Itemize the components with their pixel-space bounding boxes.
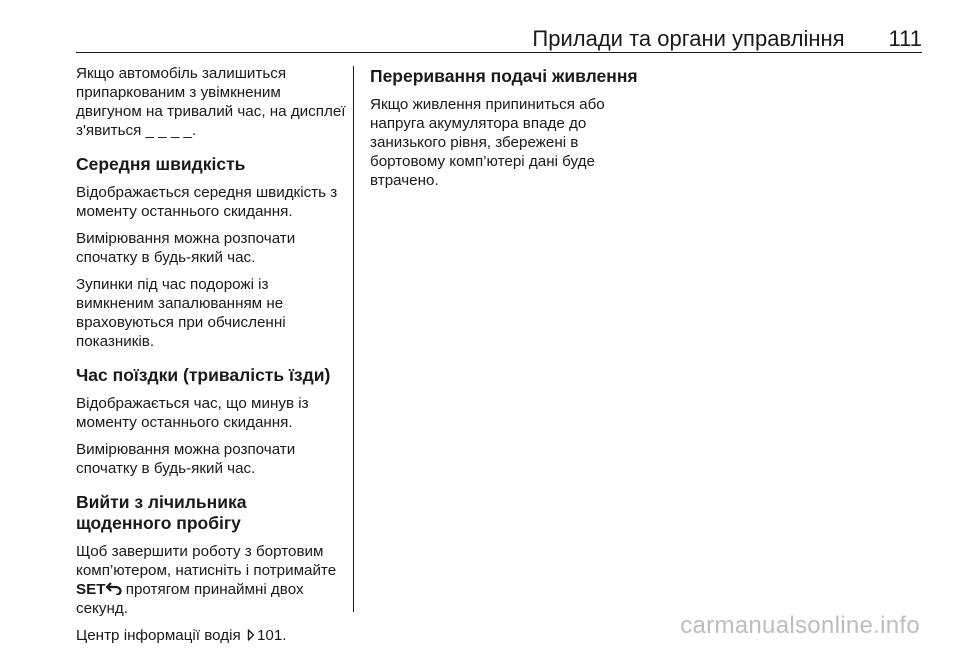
back-arrow-icon bbox=[106, 582, 122, 595]
exit-trip-p1 bbox=[76, 542, 346, 618]
exit-trip-p2 bbox=[76, 626, 346, 645]
avg-speed-p1: Відображається середня швидкість з моменту останнього скидання. bbox=[76, 184, 338, 220]
avg-speed-p3: Зупинки під час подорожі із вимкненим запалюванням не враховуються при обчисленні показників. bbox=[76, 276, 286, 350]
power-interruption-p1: Якщо живлення припиниться або напруга акумулятора впаде до занизького рівня, збережені в бортовому комп’ютері дані буде втрачено. bbox=[370, 96, 605, 189]
watermark: carmanualsonline.info bbox=[680, 612, 920, 639]
exit-trip-p2-before: Центр інформації водія bbox=[76, 627, 241, 644]
left-column bbox=[76, 64, 346, 653]
header-rule bbox=[76, 52, 922, 53]
column-divider bbox=[353, 66, 354, 612]
avg-speed-p2: Вимірювання можна розпочати спочатку в будь-який час. bbox=[76, 230, 296, 266]
page-reference[interactable]: 101. bbox=[256, 627, 287, 644]
exit-trip-heading: Вийти з лічильника щоденного пробігу bbox=[76, 492, 247, 533]
exit-trip-p1-before: Щоб завершити роботу з бортовим комп’ютером, натисніть і потримайте bbox=[76, 543, 337, 579]
page-title: Прилади та органи управління bbox=[532, 26, 845, 51]
page-number: 111 bbox=[888, 26, 922, 51]
page-header bbox=[76, 26, 922, 52]
trip-time-heading: Час поїздки (тривалість їзди) bbox=[76, 365, 331, 385]
set-button-label: SET bbox=[76, 581, 106, 598]
avg-speed-heading: Середня швидкість bbox=[76, 154, 246, 174]
power-interruption-heading: Переривання подачі живлення bbox=[370, 66, 638, 86]
right-column bbox=[370, 64, 640, 198]
trip-time-p1: Відображається час, що минув із моменту останнього скидання. bbox=[76, 395, 309, 431]
page-reference-icon bbox=[247, 629, 255, 641]
intro-paragraph: Якщо автомобіль залишиться припаркованим з увімкненим двигуном на тривалий час, на дисплеї з'явиться _ _ _ _. bbox=[76, 65, 346, 139]
trip-time-p2: Вимірювання можна розпочати спочатку в будь-який час. bbox=[76, 441, 296, 477]
exit-trip-p1-after: протягом принаймні двох секунд. bbox=[76, 581, 304, 617]
